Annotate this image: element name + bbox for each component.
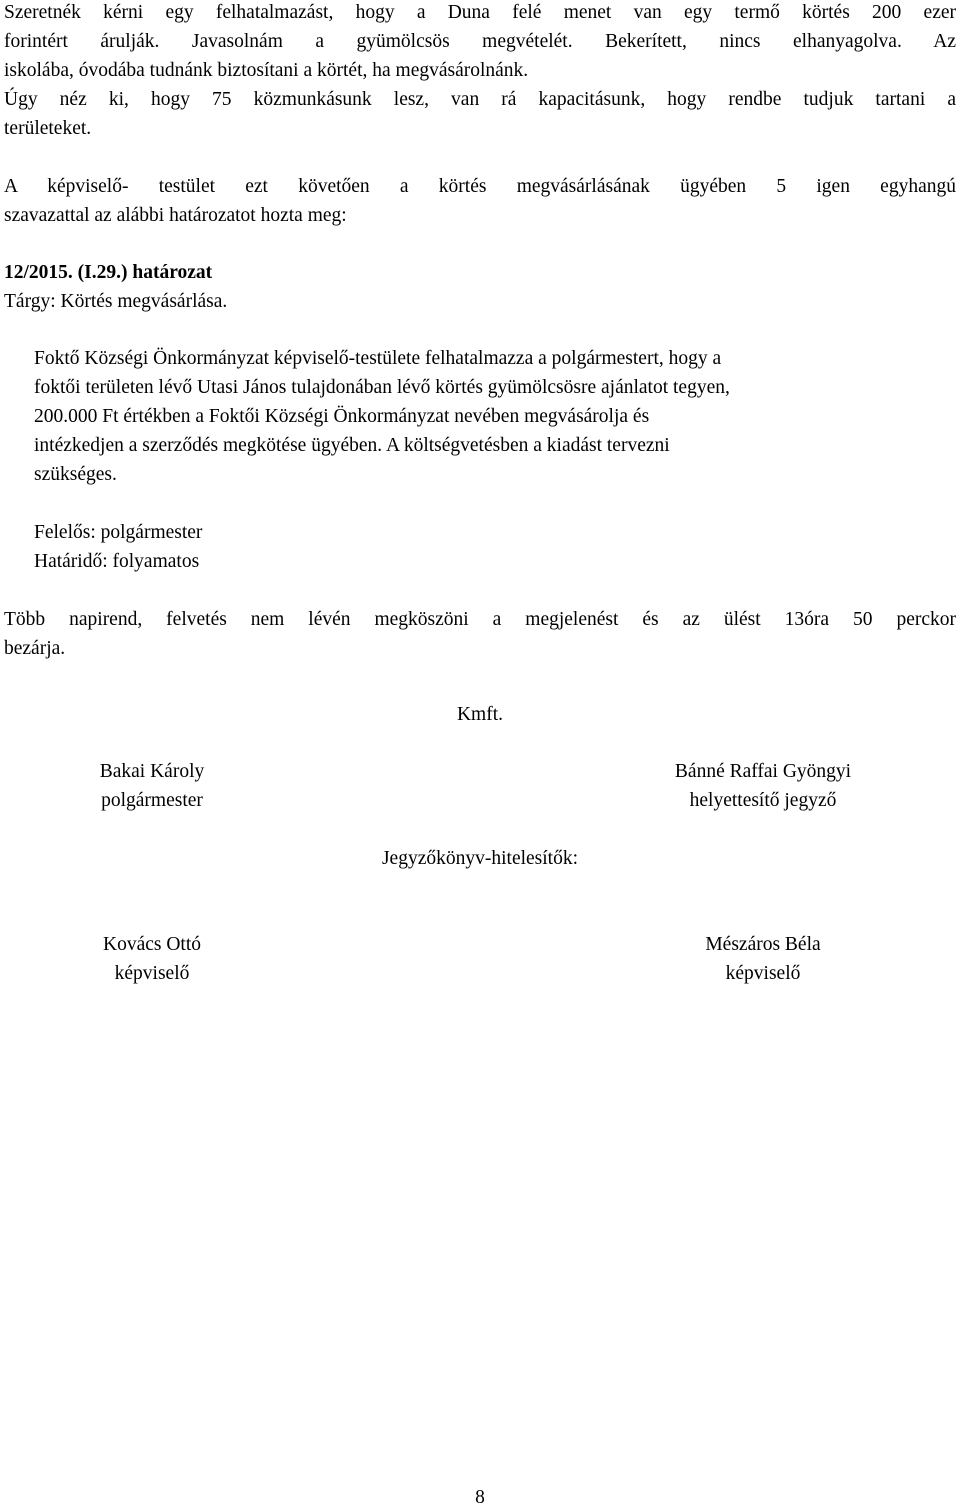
authenticators-label: Jegyzőkönyv-hitelesítők: — [381, 848, 579, 869]
text-line: Több napirend, felvetés nem lévén megköszöni a megjelenést és az ülést 13óra 50 perckor — [4, 609, 956, 630]
signatory-title: képviselő — [114, 963, 190, 984]
resolution-number: 12/2015. (I.29.) határozat — [4, 262, 213, 283]
resolution-body — [34, 344, 956, 489]
text-line: szükséges. — [34, 464, 117, 485]
resolution-header — [4, 258, 956, 316]
text-line: 200.000 Ft értékben a Foktői Községi Önkormányzat nevében megvásárolja és — [34, 406, 650, 427]
signatory-name: Bakai Károly — [99, 761, 205, 782]
signature-clerk — [613, 757, 913, 815]
text-line: szavazattal az alábbi határozatot hozta meg: — [4, 205, 347, 226]
signatory-name: Bánné Raffai Gyöngyi — [674, 761, 852, 782]
text-line: iskolába, óvodába tudnánk biztosítani a körtét, ha megvásárolnánk. — [4, 60, 529, 81]
text-line: Szeretnék kérni egy felhatalmazást, hogy a Duna felé menet van egy termő körtés 200 ezer — [4, 2, 956, 23]
signature-mayor — [2, 757, 302, 815]
text-line: bezárja. — [4, 638, 66, 659]
signatory-name: Kovács Ottó — [102, 934, 202, 955]
responsible-line: Felelős: polgármester — [34, 522, 203, 543]
deadline-line: Határidő: folyamatos — [34, 551, 200, 572]
closing-paragraph — [4, 605, 956, 663]
signatory-name: Mészáros Béla — [705, 934, 821, 955]
text-line: Foktő Községi Önkormányzat képviselő-testülete felhatalmazza a polgármestert, hogy a — [34, 348, 722, 369]
text-line: foktői területen lévő Utasi János tulajdonában lévő körtés gyümölcsösre ajánlatot tegyen, — [34, 377, 730, 398]
text-line: forintért árulják. Javasolnám a gyümölcsös megvételét. Bekerített, nincs elhanyagolva. Az — [4, 31, 956, 52]
signature-authenticator-1 — [2, 930, 302, 988]
kmft-label: Kmft. — [456, 704, 504, 725]
text-line: területeket. — [4, 118, 92, 139]
signatory-title: helyettesítő jegyző — [689, 790, 837, 811]
resolution-subject: Tárgy: Körtés megvásárlása. — [4, 291, 228, 312]
intro-paragraph — [4, 0, 956, 143]
text-line: intézkedjen a szerződés megkötése ügyében. A költségvetésben a kiadást tervezni — [34, 435, 670, 456]
resolution-meta — [34, 518, 956, 576]
page-number: 8 — [475, 1487, 485, 1508]
text-line: Úgy néz ki, hogy 75 közmunkásunk lesz, van rá kapacitásunk, hogy rendbe tudjuk tartani a — [4, 89, 956, 110]
signatory-title: képviselő — [725, 963, 801, 984]
vote-paragraph — [4, 172, 956, 230]
signatory-title: polgármester — [101, 790, 203, 811]
text-line: A képviselő- testület ezt követően a körtés megvásárlásának ügyében 5 igen egyhangú — [4, 176, 956, 197]
signature-authenticator-2 — [613, 930, 913, 988]
